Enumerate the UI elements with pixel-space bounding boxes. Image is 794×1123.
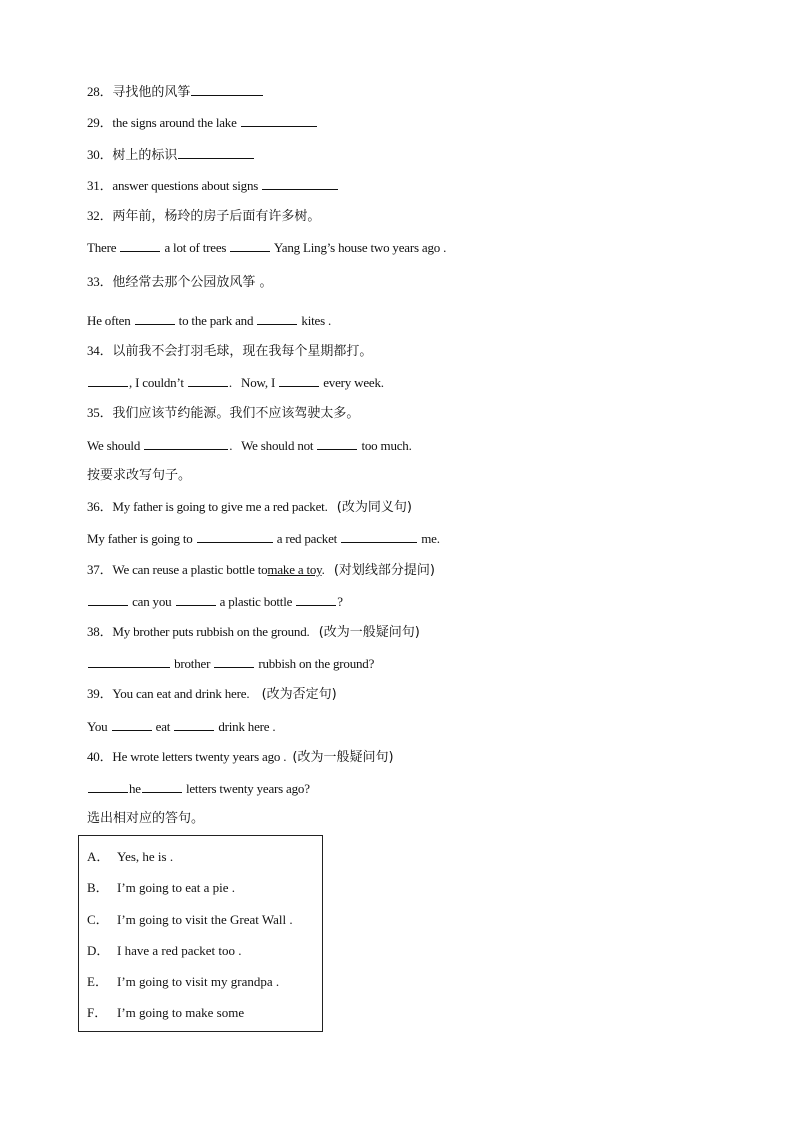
item-37-question: 37．We can reuse a plastic bottle tomake a toy. (对划线部分提问) <box>87 562 435 578</box>
section-title-rewrite: 按要求改写句子。 <box>87 468 192 483</box>
item-text: 寻找他的风筝 <box>112 85 191 100</box>
item-30: 30．树上的标识 <box>87 145 255 165</box>
item-number: 37 <box>87 562 100 577</box>
option-letter: A． <box>87 849 110 864</box>
option-f <box>87 1004 244 1022</box>
item-text: the signs around the lake <box>112 115 237 130</box>
sentence-part: can you <box>132 594 172 609</box>
item-36-question: 36．My father is going to give me a red packet. (改为同义句) <box>87 499 412 515</box>
section-title-answers: 选出相对应的答句。 <box>87 811 205 826</box>
item-number: 36 <box>87 499 100 514</box>
answer-blank[interactable] <box>262 176 338 190</box>
item-33-prompt: 33．他经常去那个公园放风筝 。 <box>87 274 273 290</box>
item-prompt: 我们应该节约能源。我们不应该驾驶太多。 <box>112 406 360 421</box>
sentence-part: You <box>87 719 108 734</box>
answer-blank[interactable] <box>188 373 228 387</box>
item-prompt: 他经常去那个公园放风筝 。 <box>112 275 273 290</box>
sentence-part: a red packet <box>276 531 338 546</box>
item-34-prompt: 34．以前我不会打羽毛球，现在我每个星期都打。 <box>87 343 373 359</box>
sentence-part: , I couldn’t <box>129 375 184 390</box>
item-number: 39 <box>87 686 100 701</box>
answer-blank[interactable] <box>88 654 170 668</box>
sentence-part: a lot of trees <box>164 240 227 255</box>
item-number: 34 <box>87 343 100 358</box>
answer-blank[interactable] <box>214 654 254 668</box>
item-number: 30 <box>87 147 100 162</box>
item-32-sentence <box>87 238 446 257</box>
sentence-part: a plastic bottle <box>219 594 293 609</box>
item-40-sentence <box>87 779 310 798</box>
item-instruction: (对划线部分提问) <box>333 563 435 578</box>
item-instruction: (改为否定句) <box>261 687 337 702</box>
item-35-sentence <box>87 436 412 455</box>
item-40-question: 40．He wrote letters twenty years ago . (改为一般疑问句) <box>87 749 394 765</box>
item-32-prompt: 32．两年前，杨玲的房子后面有许多树。 <box>87 208 321 224</box>
sentence-part: to the park and <box>178 313 254 328</box>
answer-blank[interactable] <box>120 238 160 252</box>
item-number: 38 <box>87 624 100 639</box>
item-text: We can reuse a plastic bottle to <box>112 562 268 577</box>
option-text: Yes, he is . <box>117 849 174 864</box>
option-letter: D． <box>87 943 110 958</box>
option-a <box>87 848 173 866</box>
answer-blank[interactable] <box>142 779 182 793</box>
sentence-part: eat <box>155 719 171 734</box>
sentence-part: drink here . <box>218 719 276 734</box>
sentence-part: . Now, I <box>228 375 276 390</box>
item-38-sentence <box>87 654 374 673</box>
answer-blank[interactable] <box>296 592 336 606</box>
item-prompt: 两年前，杨玲的房子后面有许多树。 <box>112 209 321 224</box>
item-28: 28．寻找他的风筝 <box>87 82 264 102</box>
item-36-sentence <box>87 529 440 548</box>
item-39-question: 39．You can eat and drink here. (改为否定句) <box>87 686 337 702</box>
sentence-part: My father is going to <box>87 531 193 546</box>
sentence-part: every week. <box>323 375 384 390</box>
item-text: He wrote letters twenty years ago . <box>112 749 287 764</box>
item-number: 31 <box>87 178 100 193</box>
sentence-part: kites . <box>301 313 332 328</box>
item-text: My brother puts rubbish on the ground. <box>112 624 310 639</box>
answer-blank[interactable] <box>257 311 297 325</box>
item-37-sentence <box>87 592 343 611</box>
item-number: 32 <box>87 208 100 223</box>
item-35-prompt: 35．我们应该节约能源。我们不应该驾驶太多。 <box>87 405 360 421</box>
answer-blank[interactable] <box>230 238 270 252</box>
item-number: 29 <box>87 115 100 130</box>
answer-blank[interactable] <box>317 436 357 450</box>
item-text: You can eat and drink here. <box>112 686 250 701</box>
item-instruction: (改为一般疑问句) <box>318 625 420 640</box>
item-text: My father is going to give me a red packet. <box>112 499 328 514</box>
item-prompt: 以前我不会打羽毛球，现在我每个星期都打。 <box>112 344 373 359</box>
sentence-part: too much. <box>361 438 412 453</box>
sentence-part: he <box>129 781 141 796</box>
sentence-part: rubbish on the ground? <box>258 656 375 671</box>
answer-blank[interactable] <box>341 529 417 543</box>
answer-blank[interactable] <box>88 373 128 387</box>
item-text: 树上的标识 <box>112 148 178 163</box>
answer-options-box <box>78 835 323 1032</box>
answer-blank[interactable] <box>88 592 128 606</box>
item-39-sentence <box>87 717 275 736</box>
item-number: 28 <box>87 84 100 99</box>
option-letter: F． <box>87 1005 108 1020</box>
answer-blank[interactable] <box>135 311 175 325</box>
sentence-part: He often <box>87 313 131 328</box>
option-letter: E． <box>87 974 108 989</box>
option-text: I’m going to visit the Great Wall . <box>117 912 293 927</box>
answer-blank[interactable] <box>174 717 214 731</box>
answer-blank[interactable] <box>88 779 128 793</box>
answer-blank[interactable] <box>197 529 273 543</box>
answer-blank[interactable] <box>144 436 228 450</box>
sentence-part: letters twenty years ago? <box>185 781 310 796</box>
sentence-part: Yang Ling’s house two years ago . <box>273 240 447 255</box>
answer-blank[interactable] <box>112 717 152 731</box>
item-34-sentence <box>87 373 384 392</box>
sentence-part: We should <box>87 438 141 453</box>
underlined-phrase: make a toy <box>267 562 322 577</box>
option-text: I’m going to visit my grandpa . <box>117 974 280 989</box>
item-text: answer questions about signs <box>112 178 259 193</box>
answer-blank[interactable] <box>191 82 263 96</box>
sentence-part: brother <box>174 656 211 671</box>
option-d <box>87 942 242 960</box>
option-text: I’m going to make some <box>117 1005 245 1020</box>
sentence-part: me. <box>421 531 440 546</box>
item-33-sentence <box>87 311 331 330</box>
item-text: . <box>321 562 325 577</box>
item-number: 40 <box>87 749 100 764</box>
option-letter: B． <box>87 880 109 895</box>
item-31: 31．answer questions about signs <box>87 176 339 195</box>
option-e <box>87 973 279 991</box>
item-number: 33 <box>87 274 100 289</box>
option-letter: C． <box>87 912 109 927</box>
answer-blank[interactable] <box>176 592 216 606</box>
item-instruction: (改为同义句) <box>336 500 412 515</box>
item-number: 35 <box>87 405 100 420</box>
sentence-part: . We should not <box>229 438 314 453</box>
option-text: I have a red packet too . <box>117 943 242 958</box>
sentence-part: ? <box>337 594 343 609</box>
option-text: I’m going to eat a pie . <box>117 880 236 895</box>
answer-blank[interactable] <box>178 145 254 159</box>
item-29: 29．the signs around the lake <box>87 113 318 132</box>
item-instruction: (改为一般疑问句) <box>292 750 394 765</box>
option-c <box>87 911 293 929</box>
sentence-part: There <box>87 240 117 255</box>
answer-blank[interactable] <box>241 113 317 127</box>
item-38-question: 38．My brother puts rubbish on the ground. (改为一般疑问句) <box>87 624 420 640</box>
option-b <box>87 879 235 897</box>
answer-blank[interactable] <box>279 373 319 387</box>
